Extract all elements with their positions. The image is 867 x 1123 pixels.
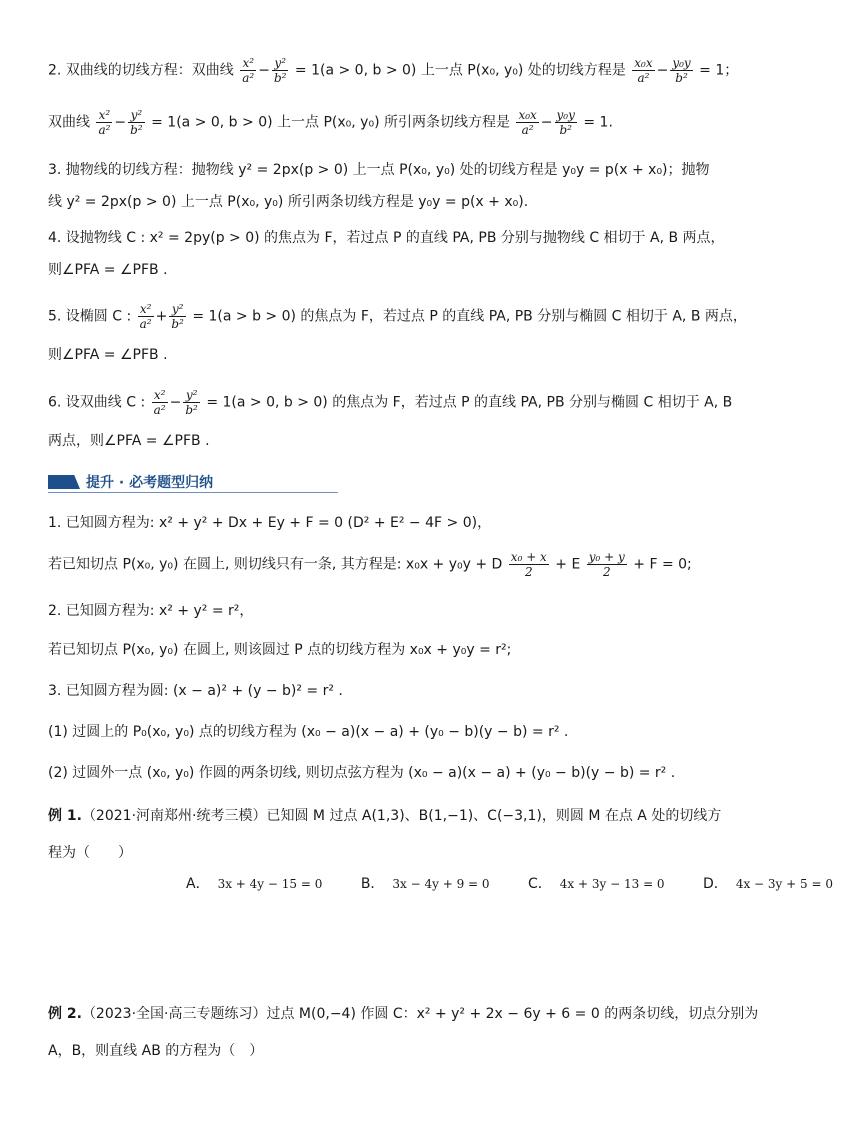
num: y² [272,56,289,71]
section-heading [48,471,338,493]
num: x² [96,108,112,123]
answer-options [186,873,867,893]
fraction-x0x-a2 [516,108,538,137]
den: b² [675,71,688,85]
option-a[interactable] [186,873,322,893]
option-letter: D． [703,876,728,892]
topic-2-tangent-line: 若已知切点 P(x₀, y₀) 在圆上, 则该圆过 P 点的切线方程为 x₀x + y₀y = r²; [48,642,512,658]
den: a² [521,123,534,137]
option-letter: C． [528,876,552,892]
num: y² [169,302,186,317]
option-equation: 4x + 3y − 13 = 0 [559,877,665,891]
item-5-line-2: 则∠PFA = ∠PFB . [48,347,168,363]
fraction-y0y-b2 [555,108,577,137]
text: = 1； [699,62,739,79]
section-title: 提升 · 必考题型归纳 [86,475,214,491]
topic-3-item-2: (2) 过圆外一点 (x₀, y₀) 作圆的两条切线, 则切点弦方程为 (x₀ − a)(x − a) + (y₀ − b)(y − b) = r² . [48,765,676,781]
num: x₀x [634,56,653,70]
topic-1-tangent-line [48,550,753,579]
topic-3-item-1: (1) 过圆上的 P₀(x₀, y₀) 点的切线方程为 (x₀ − a)(x − a) + (y₀ − b)(y − b) = r² . [48,724,569,740]
fraction-x0x-a2 [632,56,654,85]
option-equation: 3x + 4y − 15 = 0 [217,877,323,891]
num: y² [128,108,145,123]
text: + F = 0; [633,556,692,573]
num: x² [152,388,168,403]
example-2-cont: A，B，则直线 AB 的方程为（ ） [48,1043,264,1059]
fraction-x2-a2 [240,56,256,85]
option-equation: 4x − 3y + 5 = 0 [735,877,833,891]
num: y₀ + y [588,550,625,564]
text: 2. 双曲线的切线方程：双曲线 [48,62,234,79]
text: = 1. [583,114,613,131]
topic-2-line: 2. 已知圆方程为: x² + y² = r²， [48,603,254,619]
fraction-y0-plus-y [587,550,627,579]
example-label: 例 2. [48,1006,82,1022]
example-1 [48,806,753,826]
fraction-x0-plus-x [509,550,549,579]
fraction-x2-a2 [138,302,154,331]
den: b² [559,123,572,137]
num: x² [138,302,154,317]
example-text: （2021·河南郑州·统考三模）已知圆 M 过点 A(1,3)、B(1,−1)、C(−3,1)，则圆 M 在点 A 处的切线方 [81,808,722,824]
text: = 1(a > 0, b > 0) 的焦点为 F，若过点 P 的直线 PA, PB 分别与椭圆 C 相切于 A, B [206,394,733,411]
item-3-line-1: 3. 抛物线的切线方程：抛物线 y² = 2px(p > 0) 上一点 P(x₀, y₀) 处的切线方程是 y₀y = p(x + x₀)；抛物 [48,162,710,178]
item-2-line-1: 2. 双曲线的切线方程：双曲线 $\frac{\text{x²}}{\text{a²}}$ − $\frac{\text{y²}}{\text{b²}}$ = 1(a > 0, b > 0) 上一点 P(x₀, y₀) 处的切线方程是 $\frac{\text{x₀x}}{\text{a²}}$ − $\frac{\text{y₀y}}{\text{b²}}$ = 1； [48,56,739,85]
num: x₀x [518,108,537,122]
text: 5. 设椭圆 C : [48,308,132,325]
fraction-y2-b2 [169,302,186,331]
num: y² [183,388,200,403]
den: b² [273,71,287,85]
example-text: （2023·全国·高三专题练习）过点 M(0,−4) 作圆 C：x² + y² + 2x − 6y + 6 = 0 的两条切线，切点分别为 [81,1006,759,1022]
fraction-y2-b2 [272,56,289,85]
fraction-x2-a2 [96,108,112,137]
den: a² [153,403,166,417]
fraction-y2-b2 [183,388,200,417]
text: = 1(a > b > 0) 的焦点为 F，若过点 P 的直线 PA, PB 分别与椭圆 C 相切于 A, B 两点， [192,308,747,325]
item-5-line-1: 5. 设椭圆 C : $\frac{\text{x²}}{\text{a²}}$ + $\frac{\text{y²}}{\text{b²}}$ = 1(a > b > 0) 的焦点为 F，若过点 P 的直线 PA, PB 分别与椭圆 C 相切于 A, B 两点， [48,302,747,331]
example-label: 例 1. [48,808,82,824]
den: 2 [524,565,533,579]
num: y₀y [556,108,575,122]
item-4-line-1: 4. 设抛物线 C : x² = 2py(p > 0) 的焦点为 F，若过点 P 的直线 PA, PB 分别与抛物线 C 相切于 A, B 两点， [48,230,725,246]
num: x₀ + x [510,550,547,564]
item-2-line-2: 双曲线 $\frac{\text{x²}}{\text{a²}}$ − $\frac{\text{y²}}{\text{b²}}$ = 1(a > 0, b > 0) 上一点 P(x₀, y₀) 所引两条切线方程是 $\frac{\text{x₀x}}{\text{a²}}$ − $\frac{\text{y₀y}}{\text{b²}}$ = 1. [48,108,613,137]
option-equation: 3x − 4y + 9 = 0 [392,877,490,891]
fraction-y2-b2 [128,108,145,137]
topic-3-line: 3. 已知圆方程为圆: (x − a)² + (y − b)² = r² . [48,683,343,699]
topic-1-line: 1. 已知圆方程为: x² + y² + Dx + Ey + F = 0 (D² + E² − 4F > 0)， [48,515,492,531]
den: b² [171,317,184,331]
option-letter: A． [186,876,210,892]
num: y₀y [672,56,691,70]
fraction-y0y-b2 [670,56,692,85]
item-6-line-2: 两点，则∠PFA = ∠PFB . [48,433,210,449]
text: = 1(a > 0, b > 0) 上一点 P(x₀, y₀) 处的切线方程是 [294,62,626,79]
section-tag-icon [48,475,80,489]
option-c[interactable] [528,873,665,893]
option-letter: B． [360,876,385,892]
example-1-cont: 程为（ ） [48,845,132,861]
den: a² [139,317,152,331]
item-4-line-2: 则∠PFA = ∠PFB . [48,262,168,278]
num: x² [240,56,256,71]
text: 双曲线 [48,114,90,131]
text: = 1(a > 0, b > 0) 上一点 P(x₀, y₀) 所引两条切线方程是 [151,114,510,131]
den: b² [130,123,143,137]
item-6-line-1: 6. 设双曲线 C : $\frac{\text{x²}}{\text{a²}}$ − $\frac{\text{y²}}{\text{b²}}$ = 1(a > 0, b > 0) 的焦点为 F，若过点 P 的直线 PA, PB 分别与椭圆 C 相切于 A, B [48,388,733,417]
fraction-x2-a2 [152,388,168,417]
den: a² [242,71,255,85]
item-3-line-2: 线 y² = 2px(p > 0) 上一点 P(x₀, y₀) 所引两条切线方程是 y₀y = p(x + x₀). [48,194,529,210]
den: 2 [602,565,611,579]
den: a² [637,71,650,85]
den: a² [98,123,111,137]
den: b² [185,403,198,417]
option-b[interactable] [361,873,490,893]
text: 若已知切点 P(x₀, y₀) 在圆上, 则切线只有一条, 其方程是: x₀x + y₀y + D [48,556,503,573]
section-divider [48,492,338,493]
text: 6. 设双曲线 C : [48,394,146,411]
text: + E [555,556,581,573]
option-d[interactable] [703,873,833,893]
example-2 [48,1004,759,1024]
